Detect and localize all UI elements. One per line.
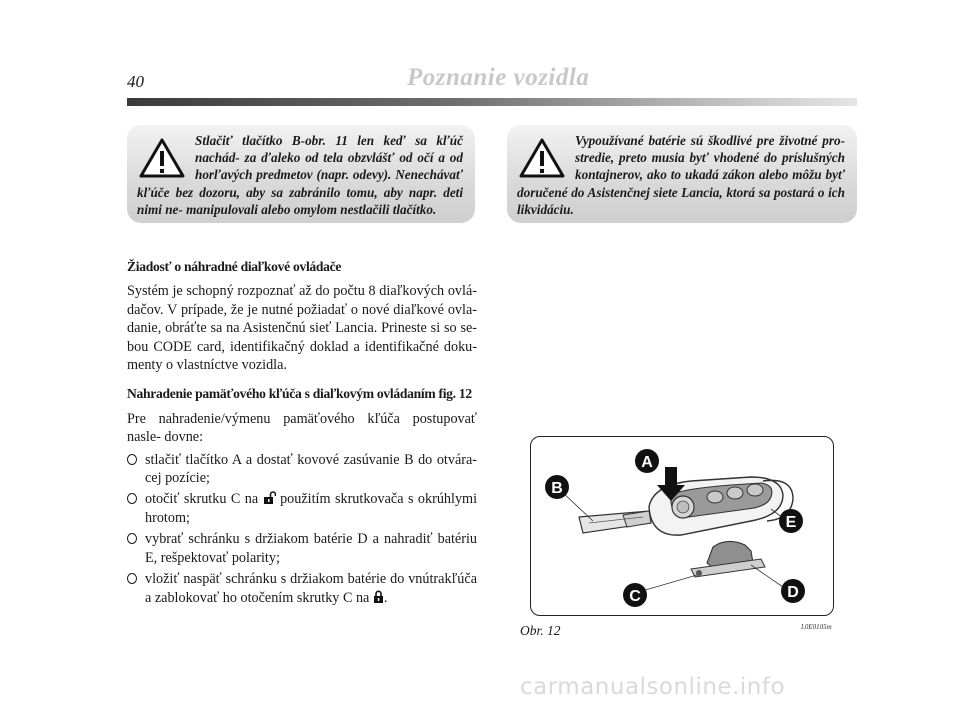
locked-padlock-icon [373,590,384,604]
key-illustration [531,437,834,616]
figure-label-b: B [551,480,563,497]
bullet-icon [127,533,137,544]
watermark: carmanualsonline.info [520,674,786,700]
warning-box-right [507,125,857,223]
figure-label-c: C [629,588,641,605]
figure-label-a: A [641,454,653,471]
step-text: použitím skrutkovača s okrúhlymi hrotom; [145,491,478,526]
page-number: 40 [127,72,144,91]
warning-text: Vypoužívané batérie sú škodlivé pre životné pro- stredie, preto musia byť vhodené do príslušných kontajnerov, ako to ukadá zákon alebo môžu byť doručené do Asistenčnej siete Lancia, ktorá sa postará o ich likvidáciu. [517,133,845,217]
warning-text: Stlačiť tlačítko B-obr. 11 len keď sa kľúč nachád- za ďaleko od tela obzvlášť od očí a od horľavých predmetov (napr. odevy). Nenechávať kľúče bez dozoru, aby sa zabránilo tomu, aby napr. deti nimi ne- manipulovali alebo omylom nestlačili tlačítko. [137,133,463,217]
step-text: otočiť skrutku C na [145,491,259,508]
bullet-icon [127,454,137,465]
step-text: stlačiť tlačítko A a dostať kovové zasúvanie B do otvára- cej pozície; [145,451,477,487]
list-item [127,451,477,488]
page-title: Poznanie vozidla [407,64,590,91]
steps-list [127,451,477,607]
figure-caption: Obr. 12 [520,623,561,638]
header-rule [127,98,857,106]
section-heading: Nahradenie pamäťového kľúča s diaľkovým ovládaním fig. 12 [127,386,472,402]
bullet-icon [127,493,137,504]
section-paragraph: Systém je schopný rozpoznať až do počtu 8 diaľkových ovlá- dačov. V prípade, že je nutné požiadať o nové diaľkové ovla- danie, obráťte sa na Asistenčnú sieť Lancia. Prineste si so se- bou CODE card, identifikačný doklad a identifikačné doku- menty o vlastníctve vozidla. [127,283,477,374]
warning-triangle-icon [139,138,185,178]
step-text: vložiť naspäť schránku s držiakom batérie do vnútrakľúča a zablokovať ho otočením skrutky C na [145,571,477,606]
section-intro: Pre nahradenie/výmenu pamäťového kľúča postupovať nasle- dovne: [127,410,477,446]
figure-code: L0E0105m [801,623,832,631]
bullet-icon [127,573,137,584]
warning-triangle-icon [519,138,565,178]
section-heading: Žiadosť o náhradné diaľkové ovládače [127,259,342,274]
list-item [127,570,477,607]
figure-label-e: E [785,514,797,531]
step-text: vybrať schránku s držiakom batérie D a nahradiť batériu E, rešpektovať polarity; [145,531,477,566]
warning-box-left [127,125,475,223]
body-column [127,258,477,610]
figure-label-d: D [787,584,799,601]
list-item [127,490,477,527]
unlocked-padlock-icon [263,491,276,505]
figure-12 [530,436,834,616]
step-text: . [383,589,388,606]
list-item [127,530,477,567]
